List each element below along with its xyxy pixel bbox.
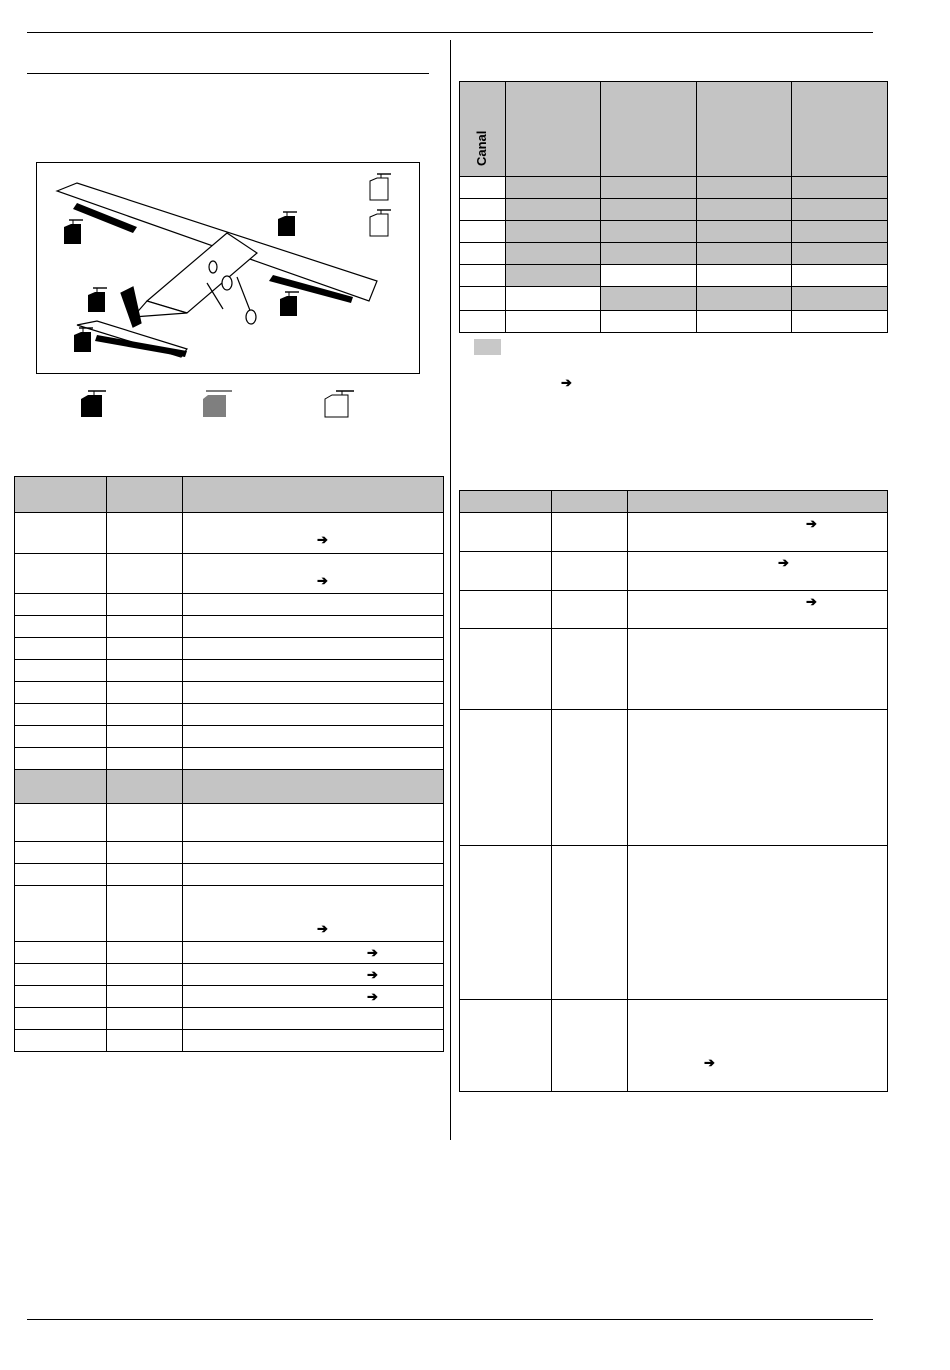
servo-white-icon (369, 173, 391, 201)
right-arrow-icon: ➔ (806, 516, 817, 531)
servo-black-icon (277, 211, 297, 237)
table-row (15, 864, 444, 886)
canal-header-label: Canal (474, 130, 489, 166)
table-header-row (460, 491, 888, 513)
right-arrow-icon: ➔ (317, 532, 328, 547)
servo-black-icon (87, 287, 107, 313)
table-row (460, 1000, 888, 1092)
table-row (15, 842, 444, 864)
table-row (460, 710, 888, 846)
channel-row (460, 287, 888, 311)
right-arrow-icon: ➔ (367, 945, 378, 960)
channel-row (460, 199, 888, 221)
table-row (460, 552, 888, 591)
table-row (15, 682, 444, 704)
channel-table-header (460, 82, 888, 177)
servo-black-icon (73, 327, 93, 353)
table-row (15, 554, 444, 594)
servo-black-icon (80, 390, 106, 418)
airplane-figure (36, 162, 420, 374)
right-settings-table (459, 490, 888, 1092)
table-row (15, 964, 444, 986)
servo-grey-icon (202, 390, 232, 418)
table-row (15, 886, 444, 942)
right-arrow-icon: ➔ (367, 989, 378, 1004)
table-row (15, 748, 444, 770)
table-row (15, 704, 444, 726)
section-rule-left (27, 73, 429, 74)
table-row (15, 638, 444, 660)
table-row (15, 616, 444, 638)
right-arrow-icon: ➔ (317, 921, 328, 936)
channel-row (460, 177, 888, 199)
table-row (15, 660, 444, 682)
top-rule (27, 32, 873, 33)
right-arrow-icon: ➔ (806, 594, 817, 609)
table-row (460, 846, 888, 1000)
table-row (15, 513, 444, 554)
channel-table (459, 81, 888, 333)
table-row (15, 1008, 444, 1030)
table-row (15, 1030, 444, 1052)
grey-legend-swatch (474, 339, 501, 355)
channel-row (460, 243, 888, 265)
table-row (460, 629, 888, 710)
channel-row (460, 221, 888, 243)
bottom-rule (27, 1319, 873, 1320)
table-row (15, 594, 444, 616)
channel-row (460, 265, 888, 287)
table-header-row (15, 477, 444, 513)
right-arrow-icon: ➔ (561, 375, 572, 390)
fuselage (133, 233, 257, 317)
table-row (15, 986, 444, 1008)
table-row (15, 804, 444, 842)
table-row (15, 942, 444, 964)
left-settings-table (14, 476, 444, 1052)
servo-black-icon (63, 219, 83, 245)
table-row (15, 726, 444, 748)
servo-black-icon (279, 291, 299, 317)
column-divider (450, 40, 451, 1140)
servo-white-icon (369, 209, 391, 237)
right-arrow-icon: ➔ (317, 573, 328, 588)
airplane-drawing (37, 163, 421, 375)
table-row (460, 513, 888, 552)
right-arrow-icon: ➔ (704, 1055, 715, 1070)
channel-row (460, 311, 888, 333)
table-subheader-row (15, 770, 444, 804)
servo-white-icon (324, 390, 354, 418)
table-row (460, 591, 888, 629)
right-arrow-icon: ➔ (778, 555, 789, 570)
right-arrow-icon: ➔ (367, 967, 378, 982)
